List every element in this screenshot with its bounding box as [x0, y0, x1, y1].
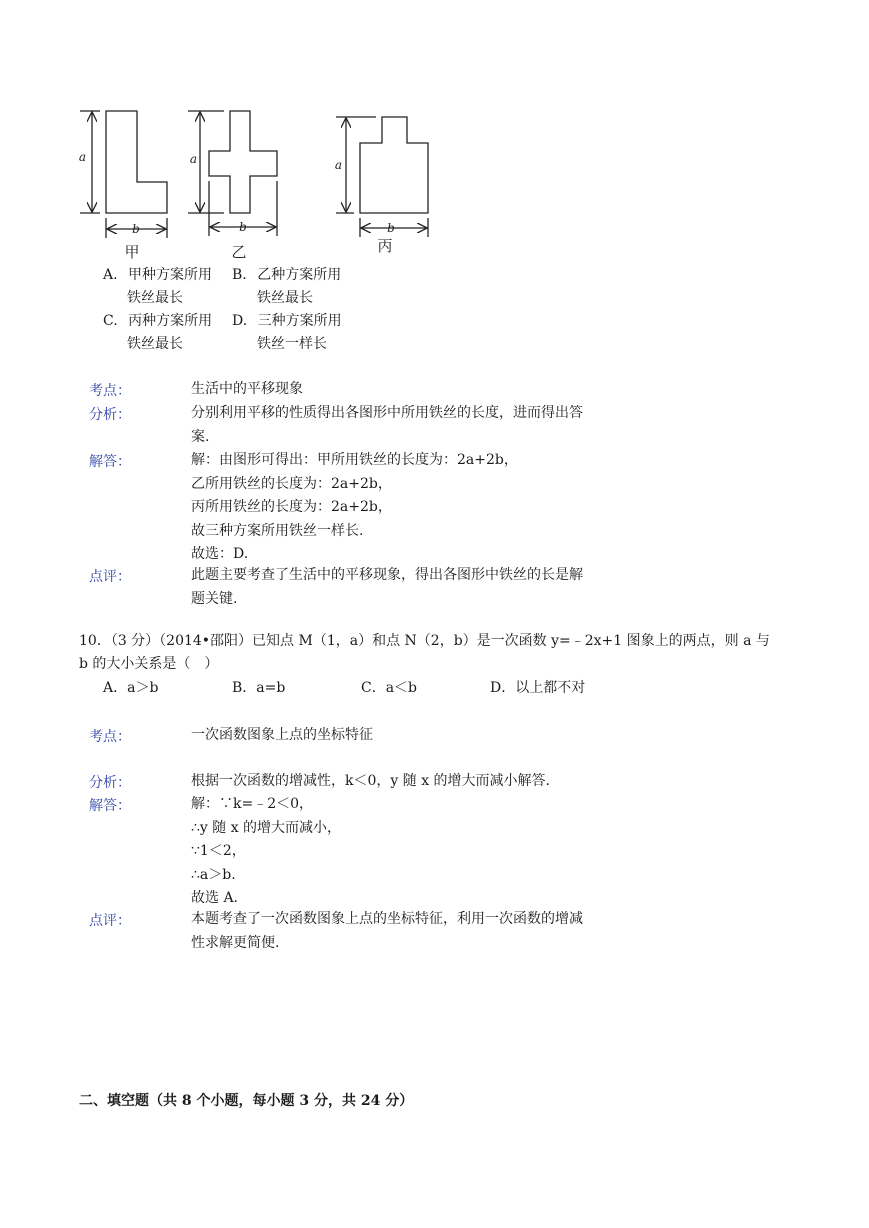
q9-kaodian-text: 生活中的平移现象 [191, 381, 303, 397]
text-line: 10．（3 分）（2014•邵阳）已知点 M（1，a）和点 N（2，b）是一次函数 y=﹣2x+1 图象上的两点，则 a 与 [79, 633, 770, 649]
q10-option-c: C．a＜b [361, 680, 418, 696]
q10-jieda-label: 解答： [89, 798, 131, 814]
text-line: 解：∵k=﹣2＜0， [191, 796, 314, 812]
q9-option-c [103, 310, 212, 333]
dim-a-label: a [334, 158, 342, 172]
text-line: ∴y 随 x 的增大而减小， [191, 819, 342, 836]
q10-fenxi-label: 分析： [89, 775, 131, 791]
q9-option-b [232, 264, 341, 287]
dim-b-label: b [132, 222, 140, 236]
option-text-line: 丙种方案所用 [128, 313, 213, 329]
dim-a-label: a [189, 152, 197, 166]
option-text-line: 甲种方案所用 [128, 267, 213, 283]
figure-bing [336, 117, 428, 237]
q9-jieda-text [191, 449, 518, 567]
figure-jia [80, 111, 167, 238]
q10-dianping-text [191, 908, 583, 955]
text-line: ∵1＜2， [191, 843, 246, 859]
dim-b-label: b [239, 220, 247, 234]
text-line: 分别利用平移的性质得出各图形中所用铁丝的长度，进而得出答 [191, 405, 583, 421]
text-line: 故选：D. [191, 546, 249, 562]
option-text-line: 铁丝最长 [127, 290, 183, 306]
q10-option-a: A．a＞b [103, 680, 159, 696]
l-shape [106, 111, 167, 213]
text-line: ∴a＞b. [191, 866, 236, 883]
option-text-line: 乙种方案所用 [257, 267, 342, 283]
dim-a-label: a [78, 150, 86, 164]
option-text-line: 铁丝最长 [127, 336, 183, 352]
cross-shape [209, 111, 277, 213]
text-line: b 的大小关系是（ ） [79, 656, 219, 672]
option-text-line: 铁丝最长 [257, 290, 313, 306]
option-letter: B. [232, 267, 247, 283]
option-text-line: 三种方案所用 [257, 313, 342, 329]
section-title: 二、填空题（共 8 个小题，每小题 3 分，共 24 分） [79, 1093, 414, 1109]
option-letter: D. [232, 313, 248, 329]
dim-b-label: b [387, 221, 395, 235]
q9-kaodian-label: 考点： [89, 383, 131, 399]
q9-dianping-label: 点评： [89, 569, 131, 585]
option-letter: A. [103, 267, 118, 283]
option-letter: C. [103, 313, 118, 329]
text-line: 此题主要考查了生活中的平移现象，得出各图形中铁丝的长是解 [191, 567, 583, 583]
figures-panel [0, 0, 869, 270]
q9-fenxi-label: 分析： [89, 407, 131, 423]
text-line: 故三种方案所用铁丝一样长. [191, 522, 364, 539]
text-line: 本题考查了一次函数图象上点的坐标特征，利用一次函数的增减 [191, 911, 583, 927]
q10-stem [79, 630, 770, 676]
q10-option-b: B．a=b [232, 680, 286, 696]
q10-fenxi-text: 根据一次函数的增减性，k＜0，y 随 x 的增大而减小解答. [191, 773, 550, 789]
q10-dianping-label: 点评： [89, 913, 131, 929]
figure-caption-jia: 甲 [124, 243, 140, 261]
text-line: 故选 A. [191, 890, 239, 906]
q10-kaodian-text: 一次函数图象上点的坐标特征 [191, 727, 373, 743]
q9-dianping-text [191, 564, 583, 611]
stepped-shape [360, 117, 428, 213]
q9-option-a [103, 264, 212, 287]
q9-fenxi-text [191, 402, 583, 449]
figure-caption-bing: 丙 [377, 237, 393, 255]
q10-jieda-text [191, 793, 341, 911]
figure-yi [188, 111, 277, 236]
q9-option-d [232, 310, 342, 333]
text-line: 案. [191, 428, 210, 445]
q10-option-d: D．以上都不对 [490, 680, 586, 696]
q10-kaodian-label: 考点： [89, 729, 131, 745]
text-line: 题关键. [191, 590, 238, 607]
text-line: 性求解更简便. [191, 934, 280, 951]
text-line: 丙所用铁丝的长度为：2a+2b， [191, 499, 392, 515]
text-line: 乙所用铁丝的长度为：2a+2b， [191, 475, 392, 492]
figure-caption-yi: 乙 [231, 243, 247, 261]
text-line: 解：由图形可得出：甲所用铁丝的长度为：2a+2b， [191, 452, 518, 468]
option-text-line: 铁丝一样长 [257, 336, 327, 352]
q9-jieda-label: 解答： [89, 454, 131, 470]
